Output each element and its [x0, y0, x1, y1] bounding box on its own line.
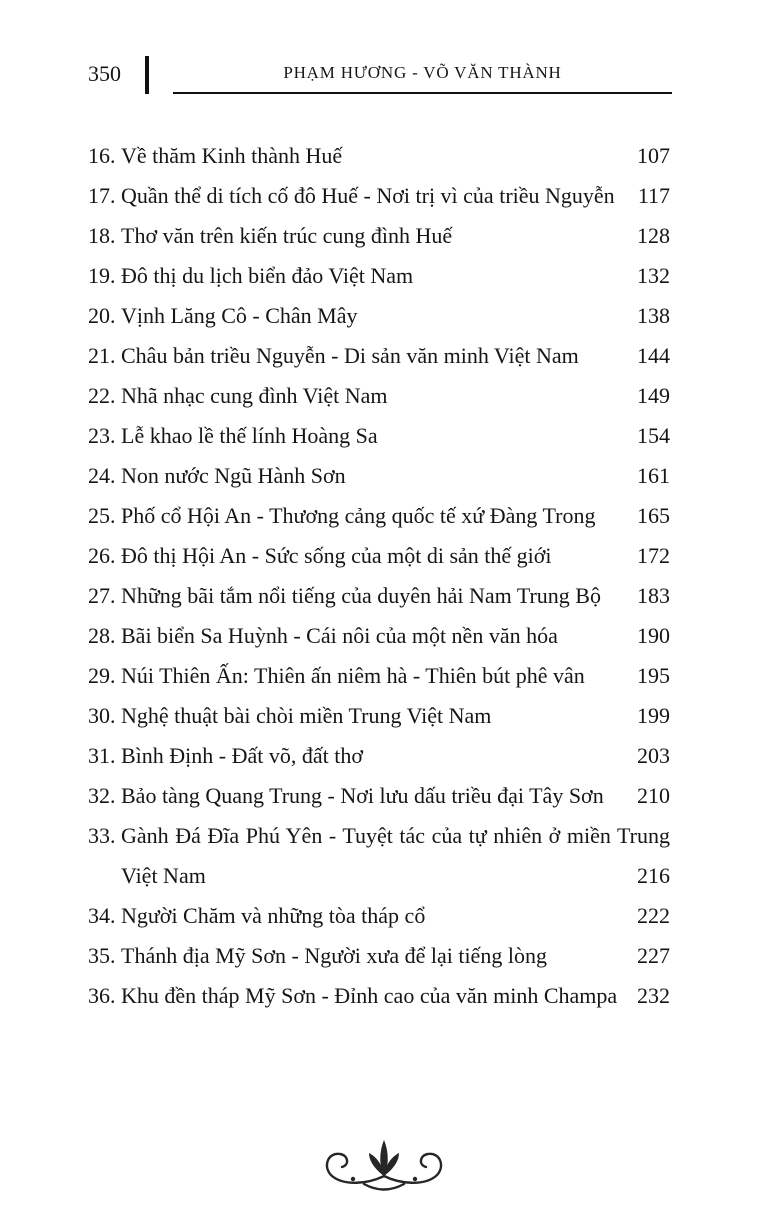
toc-entry-page: 165: [637, 503, 670, 528]
toc-entry-page: 149: [637, 383, 670, 408]
toc-entry-number: 17.: [88, 183, 116, 208]
toc-entry-page: 117: [637, 183, 670, 208]
toc-entry: [88, 496, 670, 536]
toc-entry-number: 16.: [88, 143, 116, 168]
toc-entry-number: 27.: [88, 583, 116, 608]
toc-entry-title: Người Chăm và những tòa tháp cổ: [121, 903, 426, 928]
floral-flourish-icon: [306, 1134, 462, 1203]
toc-entry: [88, 656, 670, 696]
toc-entry-page: 227: [637, 943, 670, 968]
toc-entry-number: 22.: [88, 383, 116, 408]
toc-entry: [88, 536, 670, 576]
toc-entry-page: 138: [637, 303, 670, 328]
toc-entry-page: 190: [637, 623, 670, 648]
toc-entry-title: Nghệ thuật bài chòi miền Trung Việt Nam: [121, 703, 492, 728]
toc-entry-title: Phố cổ Hội An - Thương cảng quốc tế xứ Đàng Trong: [121, 503, 596, 528]
page-number: 350: [88, 61, 121, 86]
toc-entry: [88, 256, 670, 296]
toc-entry: [88, 376, 670, 416]
toc-entry: [88, 336, 670, 376]
toc-entry-number: 31.: [88, 743, 116, 768]
toc-entry-page: 154: [637, 423, 670, 448]
toc-entry: [88, 456, 670, 496]
toc-entry-page: 199: [637, 703, 670, 728]
toc-entry-title: Về thăm Kinh thành Huế: [121, 143, 343, 168]
toc-entry-page: 210: [637, 783, 670, 808]
toc-entry-number: 18.: [88, 223, 116, 248]
toc-entry-number: 23.: [88, 423, 116, 448]
toc-entry: [88, 936, 670, 976]
toc-entry-page: 232: [637, 983, 670, 1008]
toc-entry-number: 33.: [88, 823, 116, 848]
toc-entry-title: Thánh địa Mỹ Sơn - Người xưa để lại tiếng lòng: [121, 943, 547, 968]
toc-entry-number: 29.: [88, 663, 116, 688]
toc-entry: [88, 696, 670, 736]
toc-entry-title: Đô thị du lịch biển đảo Việt Nam: [121, 263, 414, 288]
toc-entry: [88, 976, 670, 1016]
toc-entry-number: 28.: [88, 623, 116, 648]
toc-entry-title: Quần thể di tích cố đô Huế - Nơi trị vì của triều Nguyễn: [121, 183, 615, 208]
toc-entry: [88, 616, 670, 656]
toc-list: [88, 136, 670, 1016]
toc-entry-number: 34.: [88, 903, 116, 928]
toc-entry: [88, 176, 670, 216]
toc-entry-number: 26.: [88, 543, 116, 568]
toc-entry-number: 24.: [88, 463, 116, 488]
toc-entry-page: 128: [637, 223, 670, 248]
header-title-block: [173, 63, 672, 94]
toc-entry-number: 21.: [88, 343, 116, 368]
toc-entry: [88, 136, 670, 176]
toc-entry-title: Bình Định - Đất võ, đất thơ: [121, 743, 363, 768]
toc-entry: [88, 816, 670, 896]
toc-entry-title: Lễ khao lề thế lính Hoàng Sa: [121, 423, 378, 448]
toc-entry-title: Nhã nhạc cung đình Việt Nam: [121, 383, 388, 408]
toc-entry-title: Đô thị Hội An - Sức sống của một di sản thế giới: [121, 543, 552, 568]
toc-entry-page: 144: [637, 343, 670, 368]
toc-entry-page: 203: [637, 743, 670, 768]
toc-entry: [88, 896, 670, 936]
toc-entry-page: 132: [637, 263, 670, 288]
toc-entry-title: Châu bản triều Nguyễn - Di sản văn minh Việt Nam: [121, 343, 579, 368]
toc-entry-number: 30.: [88, 703, 116, 728]
toc-entry-number: 32.: [88, 783, 116, 808]
toc-entry: [88, 576, 670, 616]
toc-entry-page: 172: [637, 543, 670, 568]
toc-entry-title: Vịnh Lăng Cô - Chân Mây: [121, 303, 358, 328]
header-divider: [145, 56, 149, 94]
toc-entry: [88, 736, 670, 776]
toc-entry: [88, 776, 670, 816]
toc-entry-page: 183: [637, 583, 670, 608]
toc-entry-title: Khu đền tháp Mỹ Sơn - Đỉnh cao của văn minh Champa: [121, 983, 618, 1008]
toc-entry-number: 19.: [88, 263, 116, 288]
running-header: PHẠM HƯƠNG - VÕ VĂN THÀNH: [283, 63, 562, 82]
toc-entry-page: 195: [637, 663, 670, 688]
page-header: [88, 56, 672, 94]
toc-entry-number: 36.: [88, 983, 116, 1008]
toc-entry-title: Gành Đá Đĩa Phú Yên - Tuyệt tác của tự nhiên ở miền Trung Việt Nam: [121, 823, 670, 888]
toc-entry-title: Bãi biển Sa Huỳnh - Cái nôi của một nền văn hóa: [121, 623, 558, 648]
toc-entry-page: 107: [637, 143, 670, 168]
toc-entry: [88, 416, 670, 456]
toc-entry: [88, 296, 670, 336]
toc-entry-number: 35.: [88, 943, 116, 968]
toc-entry-page: 161: [637, 463, 670, 488]
toc-entry-page: 216: [637, 863, 670, 888]
toc-entry: [88, 216, 670, 256]
toc-entry-page: 222: [637, 903, 670, 928]
toc-entry-title: Thơ văn trên kiến trúc cung đình Huế: [121, 223, 453, 248]
toc-entry-number: 20.: [88, 303, 116, 328]
toc-entry-title: Non nước Ngũ Hành Sơn: [121, 463, 346, 488]
toc-entry-title: Núi Thiên Ấn: Thiên ấn niêm hà - Thiên bút phê vân: [121, 663, 585, 688]
toc-entry-number: 25.: [88, 503, 116, 528]
toc-entry-title: Những bãi tắm nổi tiếng của duyên hải Nam Trung Bộ: [121, 583, 601, 608]
toc-entry-title: Bảo tàng Quang Trung - Nơi lưu dấu triều đại Tây Sơn: [121, 783, 604, 808]
